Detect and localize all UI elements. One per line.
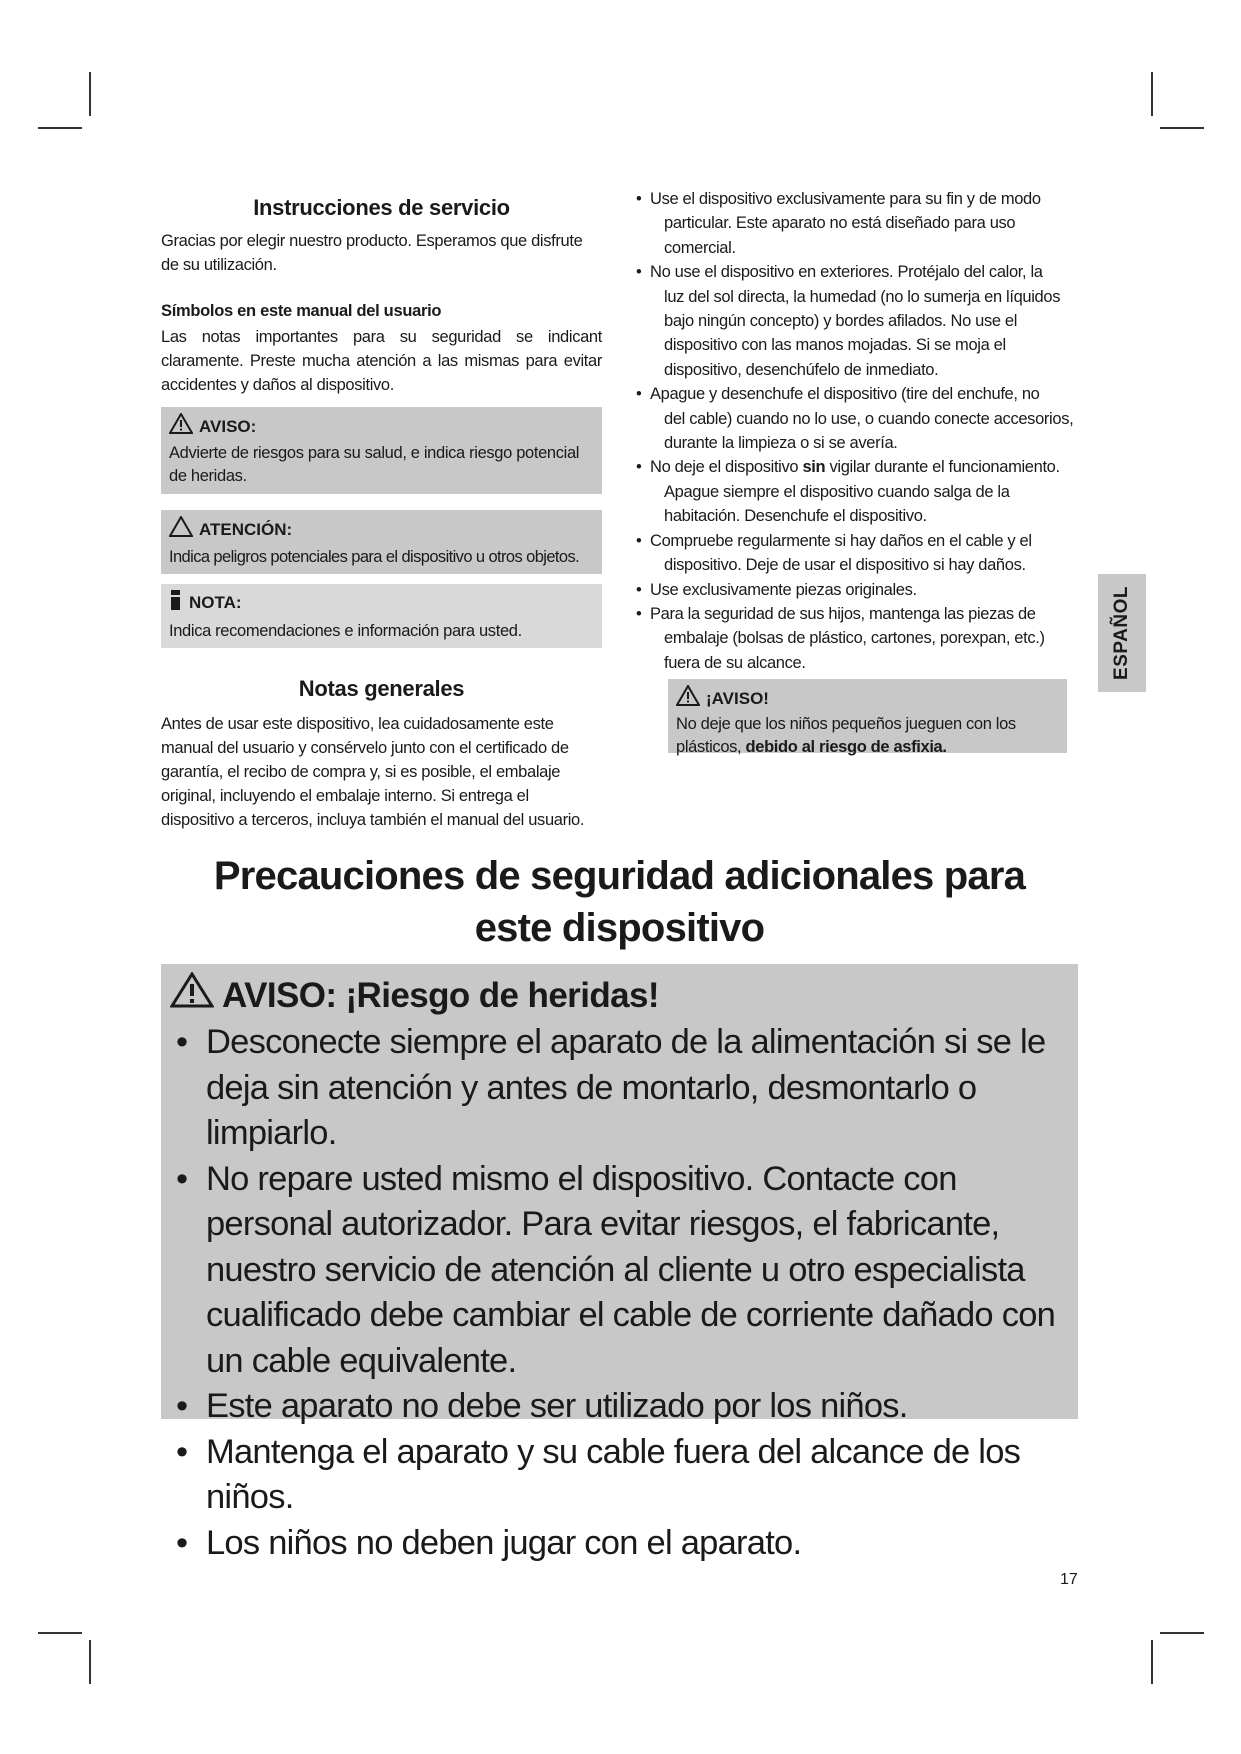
page-number: 17: [1060, 1571, 1078, 1588]
list-item: • Los niños no deben jugar con el aparato.: [176, 1523, 802, 1562]
info-icon: [169, 590, 183, 616]
right-column: [636, 190, 1079, 757]
box-label: ¡AVISO!: [706, 688, 769, 708]
list-item: • No repare usted mismo el dispositivo. Contacte con personal autorizador. Para evitar riesgos, el fabricante, nuestro servicio de atención al cliente u otro especialista cualificado debe cambiar el cable de corriente dañado con un cable equivalente.: [176, 1159, 1056, 1380]
caution-box: [161, 510, 602, 574]
list-item: • Use el dispositivo exclusivamente para su fin y de modo particular. Este aparato no está diseñado para uso comercial.: [636, 190, 1041, 257]
crop-mark: [89, 72, 91, 116]
list-item: • Compruebe regularmente si hay daños en el cable y el dispositivo. Deje de usar el dispositivo si hay daños.: [636, 531, 1032, 575]
general-notes-title: Notas generales: [298, 676, 465, 701]
list-item: • Use exclusivamente piezas originales.: [636, 580, 917, 599]
section-title: Instrucciones de servicio: [253, 195, 510, 220]
additional-precautions-title: Precauciones de seguridad adicionales para este dispositivo: [213, 854, 1026, 950]
warning-box: [161, 407, 602, 494]
caution-triangle-icon: [169, 516, 193, 543]
symbols-heading: Símbolos en este manual del usuario: [161, 302, 442, 320]
box-text: No deje que los niños pequeños jueguen con los plásticos, debido al riesgo de asfixia.: [676, 715, 1016, 757]
safety-list: [636, 187, 1079, 675]
list-item: • No use el dispositivo en exteriores. Protéjalo del calor, la luz del sol directa, la humedad (no lo sumerja en líquidos bajo ningún concepto) y bordes afilados. No use el dispositivo con las manos mojadas. Si se moja el dispositivo, desenchúfelo de inmediato.: [636, 263, 1061, 379]
box-text: Advierte de riesgos para su salud, e indica riesgo potencial de heridas.: [169, 444, 580, 485]
warning-triangle-icon: [169, 413, 193, 440]
symbols-text: Las notas importantes para su seguridad se indicant claramente. Preste mucha atención a las mismas para evitar accidentes y daños al dispositivo.: [161, 328, 602, 394]
list-item: • Apague y desenchufe el dispositivo (tire del enchufe, no del cable) cuando no lo use, o cuando conecte accesorios, durante la limpieza o si se avería.: [636, 385, 1074, 453]
box-text: Indica recomendaciones e información para usted.: [169, 622, 522, 640]
general-notes-text: Antes de usar este dispositivo, lea cuidadosamente este manual del usuario y consérvelo junto con el certificado de garantía, el recibo de compra y, si es posible, el embalaje original, incluyendo el embalaje interno. Si entrega el dispositivo a terceros, incluya también el manual del usuario.: [161, 715, 585, 829]
injury-warning-box: [161, 964, 1078, 1562]
crop-mark: [1160, 1632, 1204, 1634]
list-item: • Desconecte siempre el aparato de la alimentación si se le deja sin atención y antes de montarlo, desmontarlo o limpiarlo.: [176, 1023, 1046, 1152]
note-box: [161, 584, 602, 648]
injury-warning-list: [170, 1020, 1068, 1566]
list-item: • Mantenga el aparato y su cable fuera del alcance de los niños.: [176, 1432, 1021, 1516]
crop-mark: [38, 127, 82, 129]
list-item: • No deje el dispositivo sin vigilar durante el funcionamiento. Apague siempre el dispositivo cuando salga de la habitación. Desenchufe el dispositivo.: [636, 458, 1060, 526]
language-tab: ESPAÑOL: [1098, 574, 1146, 692]
box-label: AVISO: ¡Riesgo de heridas!: [222, 976, 659, 1015]
box-text: Indica peligros potenciales para el dispositivo u otros objetos.: [169, 548, 580, 566]
box-label: ATENCIÓN:: [199, 519, 293, 539]
list-item: • Para la seguridad de sus hijos, mantenga las piezas de embalaje (bolsas de plástico, cartones, porexpan, etc.) fuera de su alcance.: [636, 604, 1045, 672]
warning-triangle-icon: [170, 972, 214, 1020]
crop-mark: [38, 1632, 82, 1634]
box-label: AVISO:: [199, 416, 257, 436]
crop-mark: [89, 1640, 91, 1684]
crop-mark: [1160, 127, 1204, 129]
warning-triangle-icon: [676, 685, 700, 712]
crop-mark: [1151, 1640, 1153, 1684]
child-warning-box: [668, 679, 1067, 757]
crop-mark: [1151, 72, 1153, 116]
box-label: NOTA:: [189, 593, 242, 612]
intro-text: Gracias por elegir nuestro producto. Esperamos que disfrute de su utilización.: [161, 232, 583, 274]
list-item: • Este aparato no debe ser utilizado por los niños.: [176, 1387, 908, 1425]
left-column: [161, 195, 602, 832]
